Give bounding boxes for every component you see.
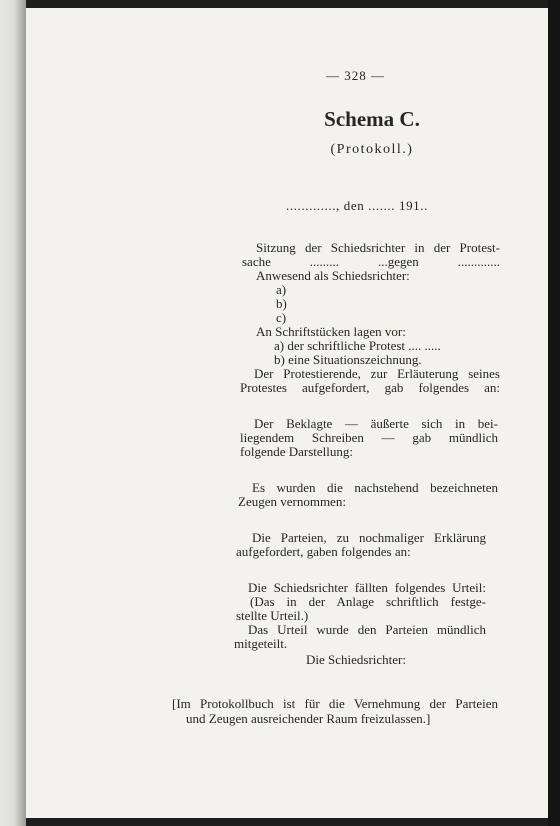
text-line: mitgeteilt. bbox=[234, 636, 288, 651]
text-line: Anwesend als Schiedsrichter: bbox=[256, 268, 410, 283]
text-line: liegendem Schreiben — gab mündlich bbox=[240, 430, 498, 445]
text-line: Die Schiedsrichter fällten folgendes Urteil: bbox=[248, 580, 486, 595]
page-number: — 328 — bbox=[326, 68, 385, 83]
footnote-line: [Im Protokollbuch ist für die Vernehmung der Parteien bbox=[172, 696, 498, 711]
page-edge-shadow bbox=[548, 0, 560, 826]
signature-label: Die Schiedsrichter: bbox=[306, 652, 406, 667]
text-line: Protestes aufgefordert, gab folgendes an: bbox=[240, 380, 500, 395]
schema-subtitle: (Protokoll.) bbox=[330, 142, 414, 157]
text-line: Die Parteien, zu nochmaliger Erklärung bbox=[252, 530, 486, 545]
text-line: Das Urteil wurde den Parteien mündlich bbox=[248, 622, 486, 637]
text-line: aufgefordert, gaben folgendes an: bbox=[236, 544, 411, 559]
book-page bbox=[26, 8, 548, 818]
text-line: c) bbox=[276, 310, 287, 325]
schema-title: Schema C. bbox=[324, 107, 420, 131]
text-line: stellte Urteil.) bbox=[236, 608, 309, 623]
footnote-line: und Zeugen ausreichender Raum freizulassen.] bbox=[186, 711, 431, 726]
text-line: Der Protestierende, zur Erläuterung seines bbox=[254, 366, 500, 381]
text-line: folgende Darstellung: bbox=[240, 444, 353, 459]
text-line: b) bbox=[276, 296, 287, 311]
text-line: Der Beklagte — äußerte sich in bei- bbox=[254, 416, 498, 431]
text-line: Zeugen vernommen: bbox=[238, 494, 346, 509]
text-line: Es wurden die nachstehend bezeichneten bbox=[252, 480, 498, 495]
text-line: Sitzung der Schiedsrichter in der Protest- bbox=[256, 240, 500, 255]
book-spine bbox=[0, 0, 26, 826]
text-line: (Das in der Anlage schriftlich festge- bbox=[250, 594, 486, 609]
text-line: sache ......... ...gegen ............. bbox=[242, 254, 500, 269]
text-line: a) der schriftliche Protest .... ..... bbox=[274, 338, 441, 353]
date-line: ............., den ....... 191.. bbox=[286, 198, 428, 213]
text-line: An Schriftstücken lagen vor: bbox=[256, 324, 406, 339]
text-line: b) eine Situationszeichnung. bbox=[274, 352, 422, 367]
text-line: a) bbox=[276, 282, 287, 297]
